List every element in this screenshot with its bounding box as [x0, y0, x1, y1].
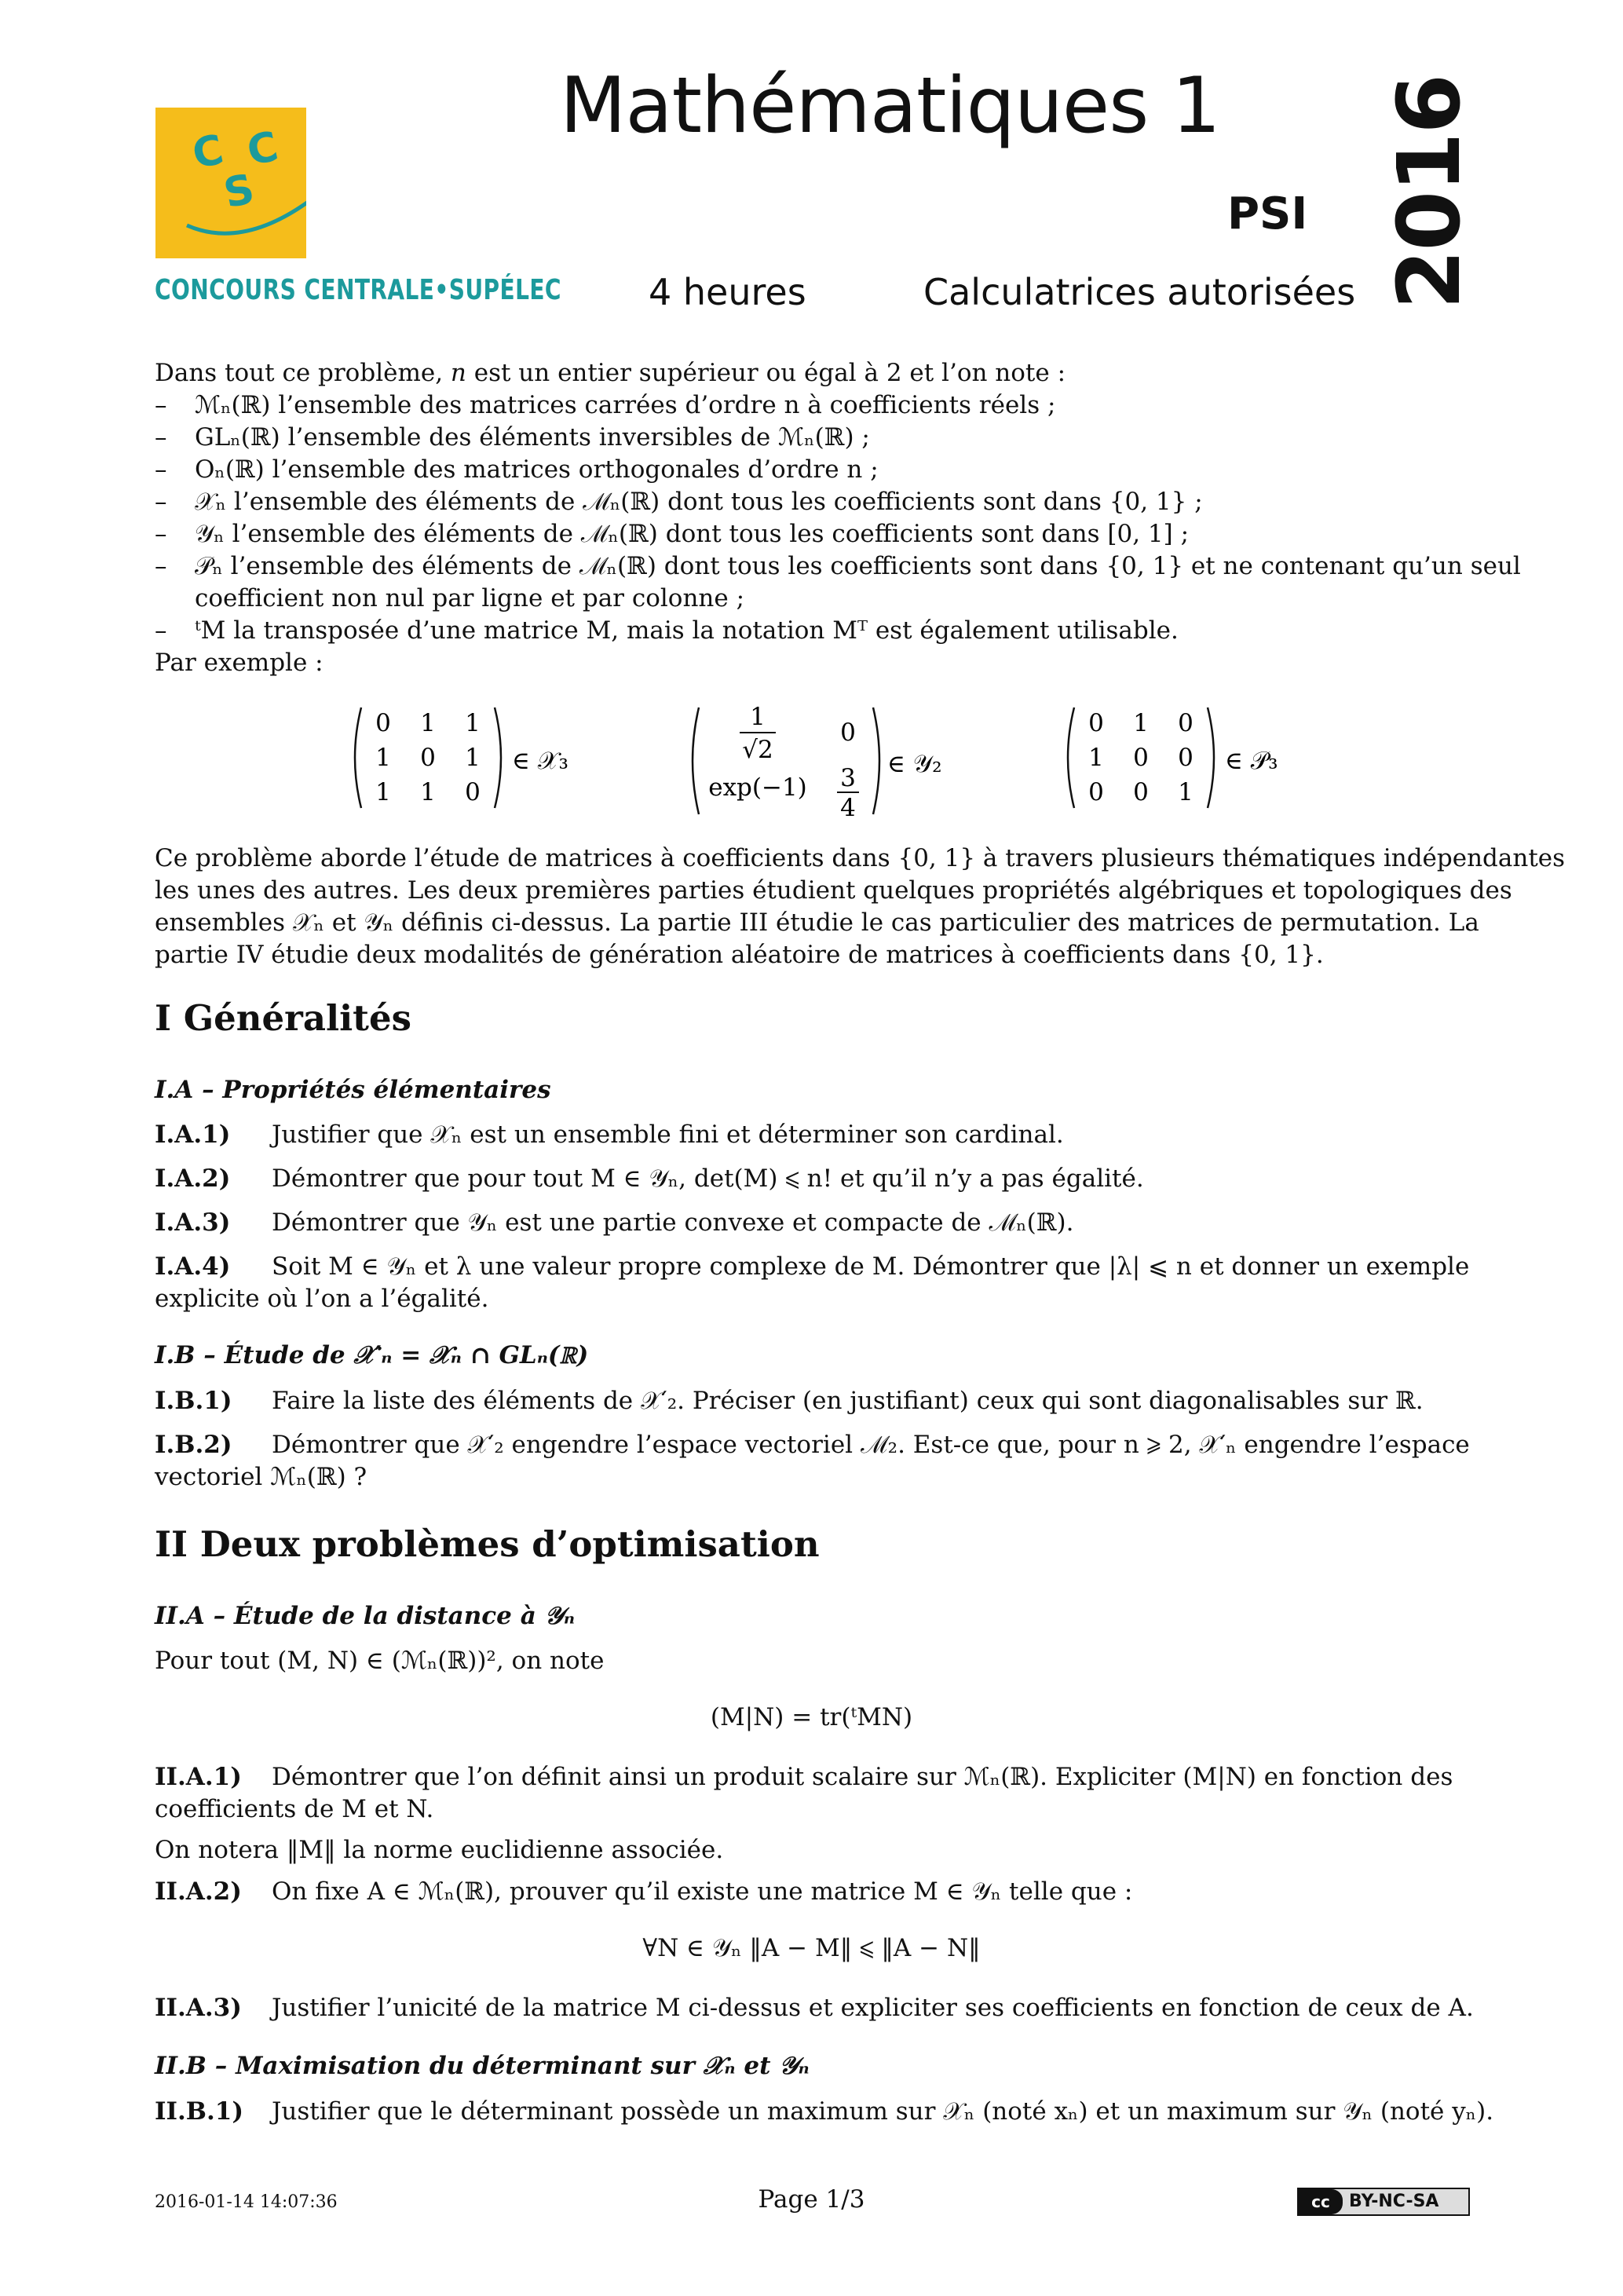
overview-line-4: partie IV étudie deux modalités de génération aléatoire de matrices à coefficients dans {0, 1}. [155, 941, 1324, 969]
m3-cell: 1 [1133, 709, 1149, 737]
m3-cell: 0 [1088, 778, 1104, 806]
intro-item-4: 𝒳ₙ l’ensemble des éléments de ℳₙ(ℝ) dont tous les coefficients sont dans {0, 1} ; [195, 488, 1203, 516]
section-II-A-title: II.A – Étude de la distance à 𝒴ₙ [155, 1602, 576, 1630]
example-label: Par exemple : [155, 649, 324, 677]
m3-cell: 0 [1088, 709, 1104, 737]
m2-c: exp(−1) [708, 773, 807, 802]
filiere: PSI [1227, 188, 1308, 239]
question-label: I.A.1) [155, 1121, 231, 1149]
question-text-cont: explicite où l’on a l’égalité. [155, 1285, 489, 1313]
question-text: Démontrer que l’on définit ainsi un produit scalaire sur ℳₙ(ℝ). Expliciter (M|N) en fonction des [272, 1763, 1453, 1791]
overview-line-1: Ce problème aborde l’étude de matrices à coefficients dans {0, 1} à travers plusieurs thématiques indépendantes [155, 844, 1566, 872]
cc-icon: cc [1299, 2189, 1343, 2214]
m2-b: 0 [840, 718, 856, 747]
intro-item-2: GLₙ(ℝ) l’ensemble des éléments inversibles de ℳₙ(ℝ) ; [195, 423, 870, 452]
intro-text-a: Dans tout ce problème, [155, 359, 451, 387]
logo-letter-c1: C [188, 126, 228, 179]
formula-projection: ∀N ∈ 𝒴ₙ ‖A − M‖ ⩽ ‖A − N‖ [642, 1934, 981, 1962]
m2-set: ∈ 𝒴₂ [887, 750, 942, 778]
question-label: II.B.1) [155, 2097, 244, 2126]
year-banner [1379, 75, 1479, 310]
question-label: I.B.1) [155, 1387, 232, 1415]
m2-a-den: √2 [742, 736, 773, 764]
question-text: Soit M ∈ 𝒴ₙ et λ une valeur propre complexe de M. Démontrer que |λ| ⩽ n et donner un exemple [272, 1252, 1470, 1281]
question-text: Justifier que 𝒳ₙ est un ensemble fini et déterminer son cardinal. [272, 1121, 1064, 1149]
dash-1: – [155, 391, 167, 419]
m1-cell: 0 [375, 709, 391, 737]
question-label: II.A.1) [155, 1763, 242, 1791]
intro-line [155, 357, 1066, 389]
intro-item-1: ℳₙ(ℝ) l’ensemble des matrices carrées d’ordre n à coefficients réels ; [195, 391, 1056, 419]
question-text: Faire la liste des éléments de 𝒳′₂. Préciser (en justifiant) ceux qui sont diagonalisables sur ℝ. [272, 1387, 1424, 1415]
question-I-B-1 [155, 1385, 232, 1417]
question-II-A-3 [155, 1992, 242, 2024]
question-text: Démontrer que pour tout M ∈ 𝒴ₙ, det(M) ⩽ n! et qu’il n’y a pas égalité. [272, 1164, 1144, 1193]
question-text: Démontrer que 𝒳′₂ engendre l’espace vectoriel ℳ₂. Est-ce que, pour n ⩾ 2, 𝒳′ₙ engendre l’espace [272, 1431, 1470, 1459]
overview-line-2: les unes des autres. Les deux premières parties étudient quelques propriétés algébriques et topologiques des [155, 876, 1512, 905]
logo-text: CONCOURS CENTRALE•SUPÉLEC [155, 274, 561, 306]
m3-cell: 0 [1133, 744, 1149, 772]
n-var: n [450, 359, 466, 387]
question-I-A-1 [155, 1119, 230, 1151]
question-II-A-1 [155, 1761, 242, 1793]
logo [155, 108, 306, 258]
m1-cell: 1 [465, 709, 481, 737]
norm-note: On notera ‖M‖ la norme euclidienne associée. [155, 1836, 724, 1864]
question-text-cont: coefficients de M et N. [155, 1795, 434, 1823]
page-title: Mathématiques 1 [560, 61, 1220, 151]
question-text-cont: vectoriel ℳₙ(ℝ) ? [155, 1463, 367, 1491]
license-text: BY-NC-SA [1349, 2192, 1439, 2211]
duration: 4 heures [649, 271, 806, 313]
question-label: I.A.4) [155, 1252, 231, 1281]
section-II-B-title: II.B – Maximisation du déterminant sur 𝒳ₙ et 𝒴ₙ [155, 2052, 810, 2080]
m1-left-paren [355, 707, 361, 808]
m1-right-paren [495, 707, 501, 808]
m3-left-paren [1068, 707, 1074, 808]
question-label: II.A.3) [155, 1994, 242, 2022]
m3-set: ∈ 𝒫₃ [1225, 747, 1278, 775]
m3-cell: 0 [1178, 709, 1193, 737]
question-text: Démontrer que 𝒴ₙ est une partie convexe et compacte de ℳₙ(ℝ). [272, 1208, 1074, 1237]
dash-2: – [155, 423, 167, 452]
logo-graphic [155, 108, 306, 258]
question-I-B-2 [155, 1429, 232, 1461]
m3-cell: 0 [1178, 744, 1193, 772]
question-I-A-3 [155, 1207, 230, 1239]
question-label: I.A.3) [155, 1208, 231, 1237]
section-I-B-title: I.B – Étude de 𝒳′ₙ = 𝒳ₙ ∩ GLₙ(ℝ) [155, 1341, 589, 1369]
question-label: I.B.2) [155, 1431, 232, 1459]
m1-cell: 1 [420, 778, 436, 806]
question-text: On fixe A ∈ ℳₙ(ℝ), prouver qu’il existe une matrice M ∈ 𝒴ₙ telle que : [272, 1877, 1133, 1906]
part-1-title: I Généralités [155, 997, 411, 1039]
question-II-B-1 [155, 2096, 243, 2128]
dash-3: – [155, 455, 167, 484]
m1-cell: 1 [375, 744, 391, 772]
question-label: II.A.2) [155, 1877, 242, 1906]
question-text: Justifier l’unicité de la matrice M ci-dessus et expliciter ses coefficients en fonction de ceux de A. [272, 1994, 1474, 2022]
m2-d-num: 3 [840, 764, 856, 792]
intro-item-6-cont: coefficient non nul par ligne et par colonne ; [195, 584, 745, 612]
formula-scalar-product: (M|N) = tr(ᵗMN) [710, 1703, 913, 1731]
question-text: Justifier que le déterminant possède un maximum sur 𝒳ₙ (noté xₙ) et un maximum sur 𝒴ₙ (noté yₙ). [272, 2097, 1494, 2126]
m1-cell: 1 [375, 778, 391, 806]
overview-line-3: ensembles 𝒳ₙ et 𝒴ₙ définis ci-dessus. La partie III étudie le cas particulier des matrices de permutation. La [155, 909, 1479, 937]
dash-7: – [155, 616, 167, 645]
question-label: I.A.2) [155, 1164, 231, 1193]
m1-cell: 0 [465, 778, 481, 806]
example-matrices [345, 703, 1335, 821]
question-I-A-2 [155, 1163, 230, 1195]
section-II-A-intro: Pour tout (M, N) ∈ (ℳₙ(ℝ))², on note [155, 1647, 605, 1675]
m2-a-num: 1 [750, 703, 766, 731]
dash-5: – [155, 520, 167, 548]
m2-right-paren [873, 707, 879, 814]
dash-4: – [155, 488, 167, 516]
logo-letter-s: S [219, 165, 259, 218]
m2-left-paren [693, 707, 699, 814]
license-badge [1297, 2188, 1470, 2216]
m1-cell: 0 [420, 744, 436, 772]
m1-set: ∈ 𝒳₃ [512, 747, 568, 775]
part-2-title: II Deux problèmes d’optimisation [155, 1523, 820, 1565]
footer-timestamp: 2016-01-14 14:07:36 [155, 2192, 338, 2212]
m1-cell: 1 [465, 744, 481, 772]
m3-cell: 1 [1088, 744, 1104, 772]
intro-item-7: ᵗM la transposée d’une matrice M, mais la notation Mᵀ est également utilisable. [195, 616, 1179, 645]
footer-page-number: Page 1/3 [758, 2185, 865, 2214]
intro-item-6: 𝒫ₙ l’ensemble des éléments de ℳₙ(ℝ) dont tous les coefficients sont dans {0, 1} et ne contenant qu’un seul [195, 552, 1521, 580]
m2-d-den: 4 [840, 794, 856, 821]
dash-6: – [155, 552, 167, 580]
question-I-A-4 [155, 1251, 230, 1283]
calculators-note: Calculatrices autorisées [923, 271, 1356, 313]
intro-item-5: 𝒴ₙ l’ensemble des éléments de ℳₙ(ℝ) dont tous les coefficients sont dans [0, 1] ; [195, 520, 1190, 548]
m3-cell: 0 [1133, 778, 1149, 806]
year: 2016 [1379, 75, 1479, 310]
m3-right-paren [1208, 707, 1214, 808]
m1-cell: 1 [420, 709, 436, 737]
logo-letter-c2: C [243, 122, 283, 176]
intro-text-b: est un entier supérieur ou égal à 2 et l’on note : [466, 359, 1066, 387]
section-I-A-title: I.A – Propriétés élémentaires [155, 1076, 551, 1104]
question-II-A-2 [155, 1876, 242, 1908]
m3-cell: 1 [1178, 778, 1193, 806]
intro-item-3: Oₙ(ℝ) l’ensemble des matrices orthogonales d’ordre n ; [195, 455, 879, 484]
